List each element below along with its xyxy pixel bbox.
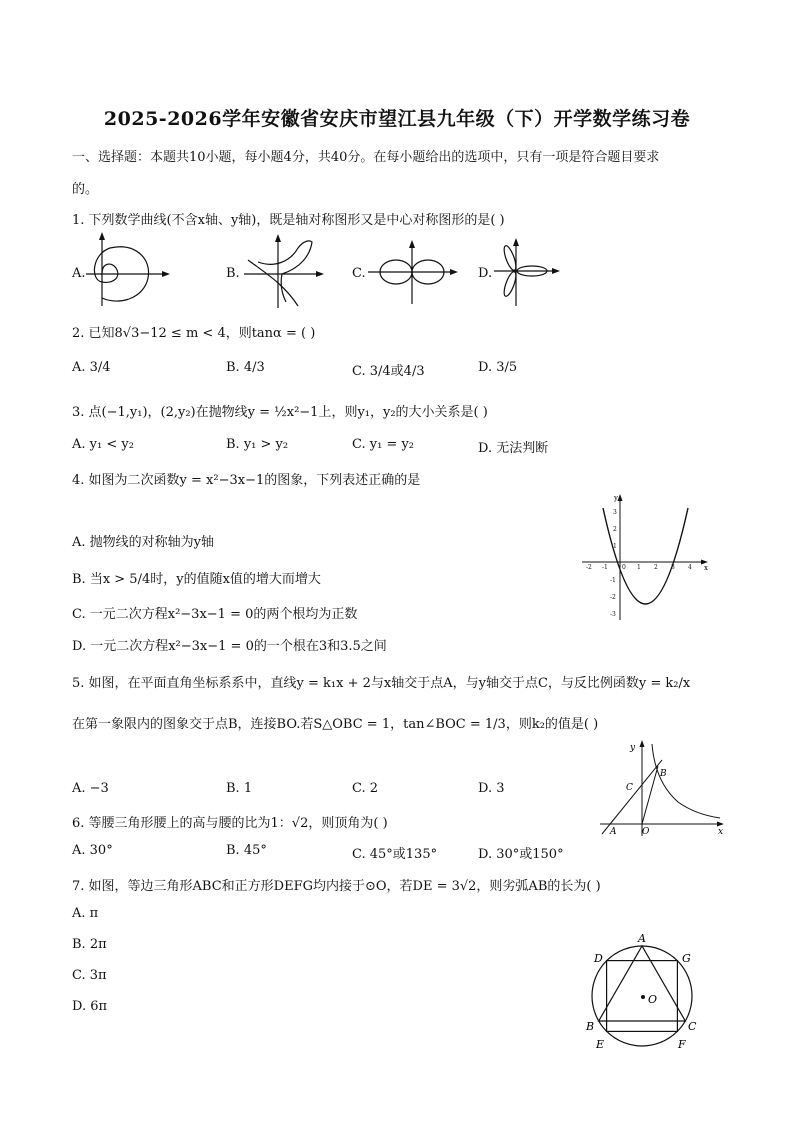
q1-option-c: C.: [352, 266, 366, 281]
q4-option-c: C. 一元二次方程x²−3x−1 = 0的两个根均为正数: [72, 607, 358, 622]
section-header-cont: 的。: [72, 182, 99, 197]
q7-label-d: D: [594, 952, 603, 965]
section-header: 一、选择题：本题共10小题，每小题4分，共40分。在每小题给出的选项中，只有一项是符合题目要求: [72, 150, 660, 165]
q6-option-b: B. 45°: [226, 843, 267, 858]
q6-option-c: C. 45°或135°: [352, 847, 438, 862]
q1-figure-a: [86, 232, 170, 308]
q4-parabola-graph: [580, 490, 710, 624]
x-tick: -1: [602, 564, 608, 571]
q5-figure: [596, 738, 728, 838]
y-tick: 2: [613, 526, 617, 533]
q7-label-e: E: [596, 1038, 605, 1051]
q6-stem: 6. 等腰三角形腰上的高与腰的比为1：√2，则顶角为( ): [72, 816, 388, 831]
q5-point-a: A: [610, 827, 617, 837]
q1-option-d: D.: [478, 266, 493, 281]
y-tick: -1: [610, 577, 616, 584]
y-tick: 1: [613, 543, 617, 550]
q7-label-f: F: [678, 1038, 686, 1051]
q7-label-o: O: [648, 993, 658, 1006]
q5-point-c: C: [626, 783, 633, 793]
x-tick: 4: [688, 564, 692, 571]
q5-option-a: A. −3: [72, 781, 109, 796]
q5-option-b: B. 1: [226, 781, 253, 796]
q4-stem: 4. 如图为二次函数y = x²−3x−1的图象，下列表述正确的是: [72, 473, 421, 488]
q4-parabola-curve: [603, 508, 688, 604]
q3-stem: 3. 点(−1,y₁)，(2,y₂)在抛物线y = ½x²−1上，则y₁，y₂的大小关系是( ): [72, 405, 488, 420]
x-tick: -2: [586, 564, 592, 571]
q1-option-a: A.: [72, 266, 86, 281]
q3-option-c: C. y₁ = y₂: [352, 437, 415, 452]
q2-option-c: C. 3/4或4/3: [352, 364, 425, 379]
q5-x-label: x: [718, 827, 724, 837]
q7-label-g: G: [682, 952, 691, 965]
y-tick: -3: [610, 611, 616, 618]
q2-stem: 2. 已知8√3−12 ≤ m < 4，则tanα = ( ): [72, 326, 316, 341]
q7-option-d: D. 6π: [72, 999, 108, 1014]
y-tick: 3: [613, 509, 617, 516]
q6-option-a: A. 30°: [72, 843, 113, 858]
x-tick: 3: [671, 564, 675, 571]
q4-option-b: B. 当x > 5/4时，y的值随x值的增大而增大: [72, 572, 321, 587]
q4-option-a: A. 抛物线的对称轴为y轴: [72, 535, 214, 550]
q7-option-c: C. 3π: [72, 968, 107, 983]
q5-option-d: D. 3: [478, 781, 505, 796]
q6-option-d: D. 30°或150°: [478, 847, 564, 862]
q4-x-axis-label: x: [704, 564, 708, 572]
page-title: 2025-2026学年安徽省安庆市望江县九年级（下）开学数学练习卷: [103, 108, 691, 130]
q1-figure-b: [244, 232, 324, 308]
q5-stem-line2: 在第一象限内的图象交于点B，连接BO.若S△OBC = 1，tan∠BOC = 1/3，则k₂的值是( ): [72, 717, 599, 732]
q4-y-axis-label: y: [614, 494, 618, 502]
q5-y-label: y: [630, 743, 636, 753]
q1-figure-c: [368, 238, 458, 304]
q5-stem-line1: 5. 如图，在平面直角坐标系系中，直线y = k₁x + 2与x轴交于点A，与y轴交于点C，与反比例函数y = k₂/x: [72, 676, 691, 691]
q3-option-b: B. y₁ > y₂: [226, 437, 289, 452]
q1-figure-d: [494, 236, 560, 306]
q7-label-a: A: [638, 932, 646, 945]
q7-label-b: B: [586, 1020, 595, 1033]
q4-option-d: D. 一元二次方程x²−3x−1 = 0的一个根在3和3.5之间: [72, 639, 387, 654]
q7-circle-figure: [582, 930, 702, 1052]
q5-option-c: C. 2: [352, 781, 379, 796]
q2-option-a: A. 3/4: [72, 360, 111, 375]
q1-option-b: B.: [226, 266, 240, 281]
q7-label-c: C: [688, 1020, 697, 1033]
y-tick: -2: [610, 594, 616, 601]
x-tick: 2: [654, 564, 658, 571]
q7-stem: 7. 如图，等边三角形ABC和正方形DEFG均内接于⊙O，若DE = 3√2，则劣弧AB的长为( ): [72, 879, 601, 894]
q5-point-b: B: [660, 769, 667, 779]
q1-stem: 1. 下列数学曲线(不含x轴、y轴)，既是轴对称图形又是中心对称图形的是( ): [72, 213, 505, 228]
x-tick: 1: [637, 564, 641, 571]
q5-point-o: O: [642, 827, 650, 837]
x-tick: 0: [622, 564, 626, 571]
q3-option-d: D. 无法判断: [478, 441, 549, 456]
q7-option-a: A. π: [72, 906, 99, 921]
q2-option-b: B. 4/3: [226, 360, 265, 375]
q3-option-a: A. y₁ < y₂: [72, 437, 134, 452]
q2-option-d: D. 3/5: [478, 360, 518, 375]
q7-option-b: B. 2π: [72, 937, 107, 952]
